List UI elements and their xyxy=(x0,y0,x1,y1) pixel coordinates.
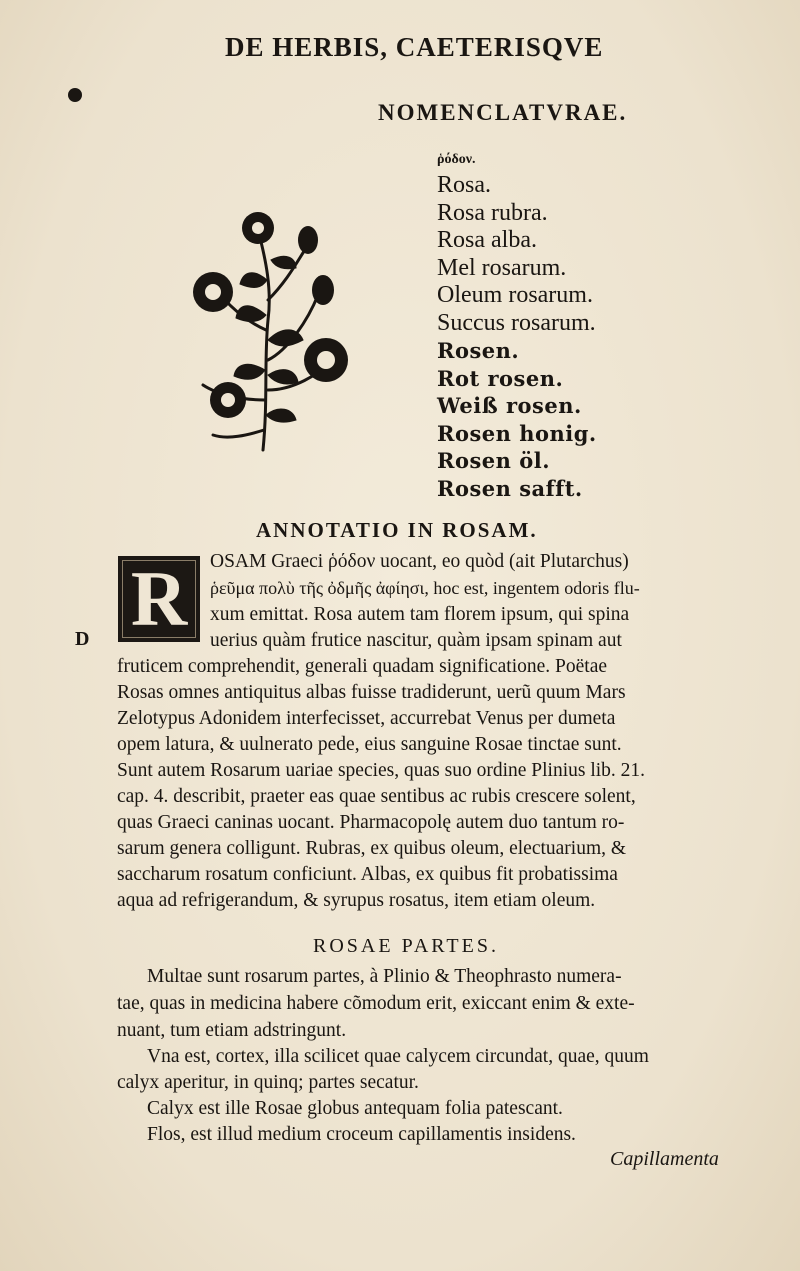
name-latin: Rosa rubra. xyxy=(437,199,548,226)
annotation-line: sarum genera colligunt. Rubras, ex quibus oleum, electuarium, & xyxy=(117,838,627,859)
name-german: Rot rosen. xyxy=(437,365,564,391)
parts-heading: ROSAE PARTES. xyxy=(313,935,499,957)
running-head: DE HERBIS, CAETERISQVE xyxy=(225,32,604,62)
catchword: Capillamenta xyxy=(610,1148,719,1170)
drop-cap: R xyxy=(118,556,200,642)
nomenclature-list xyxy=(437,148,767,502)
name-greek: ῥόδον. xyxy=(437,152,476,167)
parts-line: tae, quas in medicina habere cõmodum erit, exiccant enim & exte- xyxy=(117,993,635,1014)
annotation-heading: ANNOTATIO IN ROSAM. xyxy=(256,518,538,542)
annotation-line: aqua ad refrigerandum, & syrupus rosatus, item etiam oleum. xyxy=(117,890,596,911)
nomenclature-heading: NOMENCLATVRAE. xyxy=(378,100,628,125)
annotation-line: Zelotypus Adonidem interfecisset, accurrebat Venus per dumeta xyxy=(117,708,616,729)
name-latin: Rosa. xyxy=(437,172,491,198)
annotation-line: xum emittat. Rosa autem tam florem ipsum, qui spina xyxy=(210,604,630,625)
parts-line: Multae sunt rosarum partes, à Plinio & Theophrasto numera- xyxy=(147,966,622,987)
name-latin: Oleum rosarum. xyxy=(437,282,593,308)
parts-line: Vna est, cortex, illa scilicet quae calycem circundat, quae, quum xyxy=(147,1046,649,1067)
ink-blot xyxy=(68,88,82,102)
name-german: Weiß rosen. xyxy=(437,393,582,418)
annotation-line: OSAM Graeci ῥόδον uocant, eo quòd (ait Plutarchus) xyxy=(210,551,629,572)
name-latin: Rosa alba. xyxy=(437,227,537,253)
name-latin: Succus rosarum. xyxy=(437,309,596,336)
annotation-line: ῥεῦμα πολὺ τῆς ὀδμῆς ἀφίησι, hoc est, ingentem odoris flu- xyxy=(210,578,640,598)
annotation-line: opem latura, & uulnerato pede, eius sanguine Rosae tinctae sunt. xyxy=(117,734,622,755)
annotation-line: saccharum rosatum conficiunt. Albas, ex quibus fit probatissima xyxy=(117,864,618,885)
parts-line: Calyx est ille Rosae globus antequam folia patescant. xyxy=(147,1098,563,1119)
annotation-line: quas Graeci caninas uocant. Pharmacopolę autem duo tantum ro- xyxy=(117,812,625,833)
name-german: Rosen safft. xyxy=(437,475,583,501)
annotation-line: fruticem comprehendit, generali quadam significatione. Poëtae xyxy=(117,656,608,677)
margin-letter: D xyxy=(75,628,90,650)
annotation-line: cap. 4. describit, praeter eas quae sentibus ac rubis crescere solent, xyxy=(117,786,636,807)
rose-woodcut-illustration xyxy=(168,200,368,460)
parts-line: Flos, est illud medium croceum capillamentis insidens. xyxy=(147,1124,576,1145)
name-german: Rosen honig. xyxy=(437,420,597,446)
parts-line: calyx aperitur, in quinq; partes secatur. xyxy=(117,1072,419,1093)
annotation-line: Sunt autem Rosarum uariae species, quas suo ordine Plinius lib. 21. xyxy=(117,760,646,781)
annotation-line: uerius quàm frutice nascitur, quàm ipsam spinam aut xyxy=(210,630,622,651)
name-german: Rosen. xyxy=(437,338,520,363)
annotation-line: Rosas omnes antiquitus albas fuisse tradiderunt, uerũ quum Mars xyxy=(117,682,626,703)
name-german: Rosen öl. xyxy=(437,448,551,473)
name-latin: Mel rosarum. xyxy=(437,254,567,281)
parts-line: nuant, tum etiam adstringunt. xyxy=(117,1020,347,1041)
